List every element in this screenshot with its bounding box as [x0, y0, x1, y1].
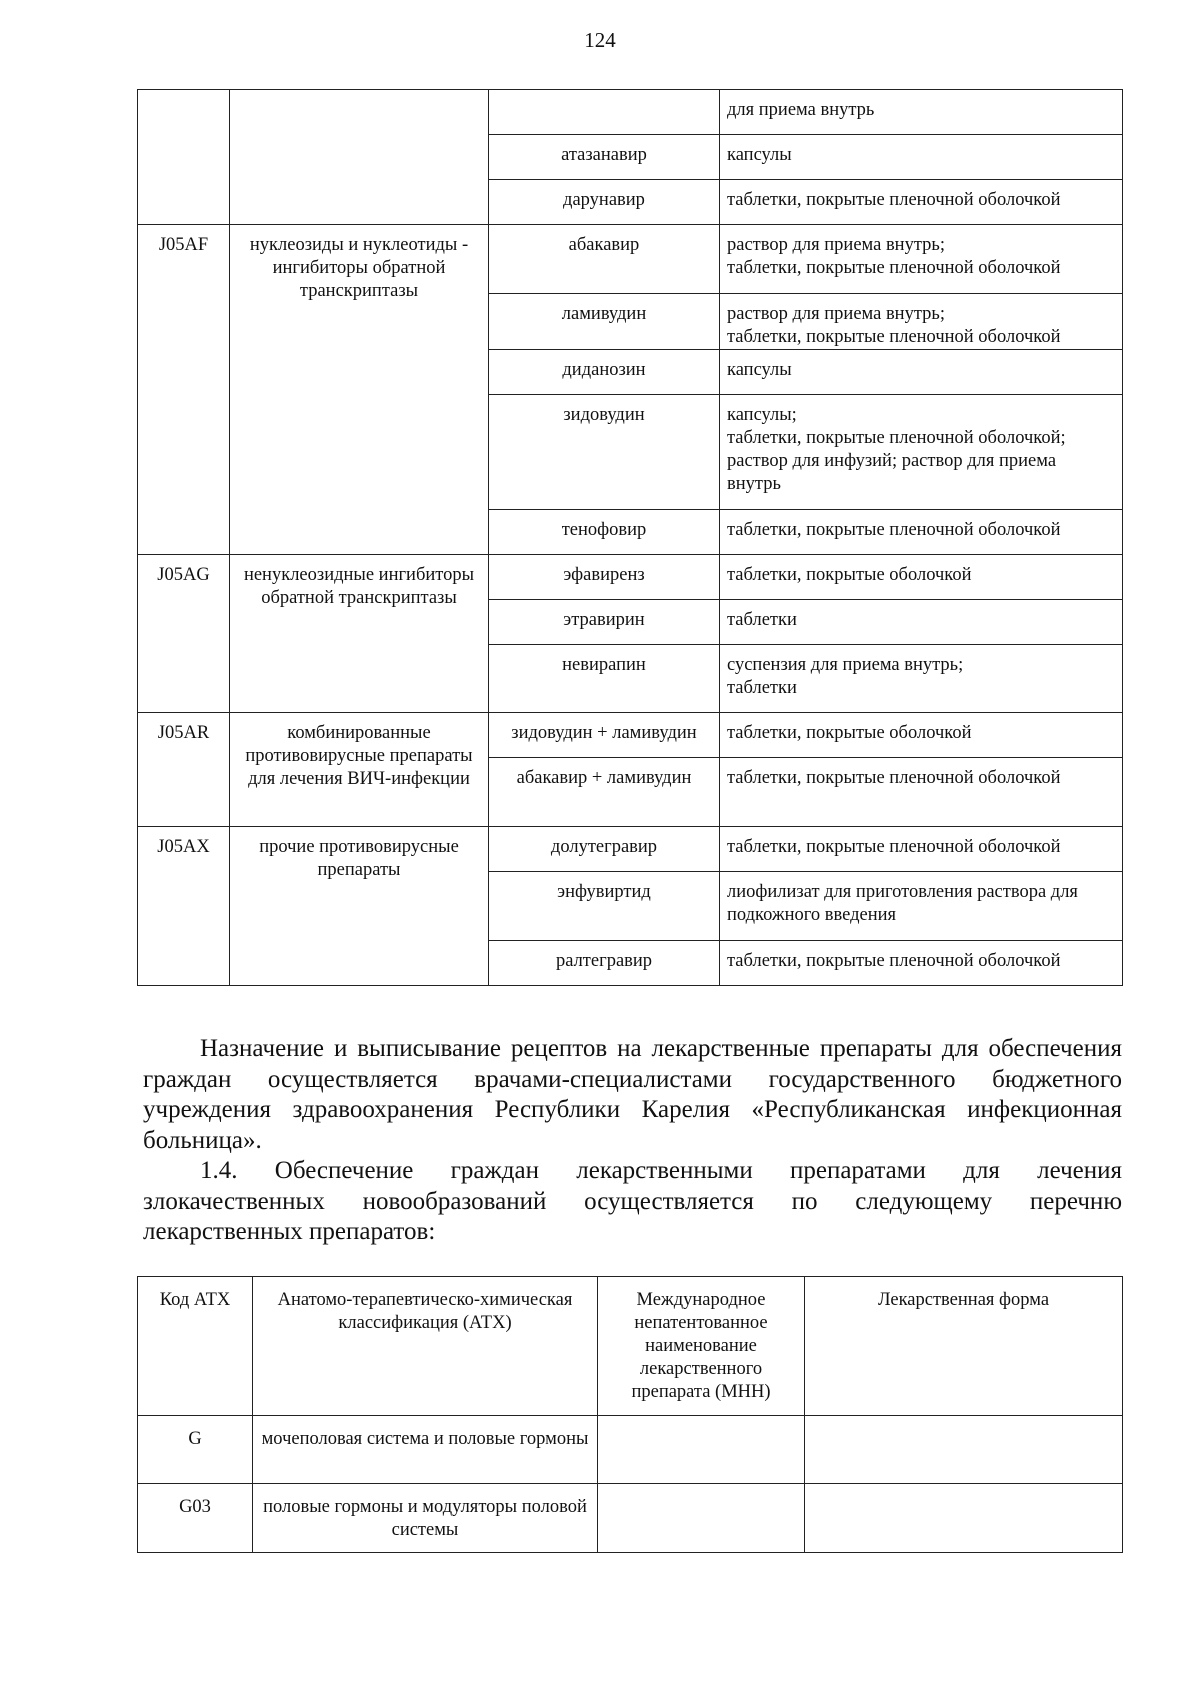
cell-atc-code: J05AR [138, 713, 230, 827]
cell-atc-code: J05AG [138, 555, 230, 713]
table-row [138, 1416, 1123, 1484]
drug-table-oncology [137, 1276, 1123, 1553]
cell-dosage-form: таблетки, покрытые оболочкой [720, 713, 1123, 758]
table-row [138, 827, 1123, 872]
table-row [138, 713, 1123, 758]
cell-mnn [598, 1484, 805, 1553]
cell-dosage-form [720, 645, 1123, 713]
cell-mnn: зидовудин [489, 395, 720, 510]
cell-classification: половые гормоны и модуляторы половой системы [253, 1484, 598, 1553]
cell-dosage-form: капсулы [720, 350, 1123, 395]
cell-atc-code: J05AF [138, 225, 230, 555]
page-number: 124 [584, 28, 616, 52]
cell-mnn: дарунавир [489, 180, 720, 225]
cell-form [805, 1484, 1123, 1553]
cell-dosage-form: таблетки, покрытые пленочной оболочкой [720, 180, 1123, 225]
cell-mnn: атазанавир [489, 135, 720, 180]
cell-atc-classification: ненуклеозидные ингибиторы обратной транскриптазы [230, 555, 489, 713]
cell-classification: мочеполовая система и половые гормоны [253, 1416, 598, 1484]
cell-dosage-form: таблетки [720, 600, 1123, 645]
dosage-form-line: лиофилизат для приготовления раствора для [727, 882, 1078, 902]
dosage-form-line: капсулы; [727, 405, 797, 425]
cell-mnn: абакавир + ламивудин [489, 758, 720, 827]
cell-atc-classification: нуклеозиды и нуклеотиды - ингибиторы обратной транскриптазы [230, 225, 489, 555]
cell-dosage-form: таблетки, покрытые пленочной оболочкой [720, 510, 1123, 555]
header-code: Код АТХ [138, 1277, 253, 1416]
cell-dosage-form [720, 395, 1123, 510]
dosage-form-line: таблетки, покрытые пленочной оболочкой [727, 258, 1061, 278]
paragraph-prescription: Назначение и выписывание рецептов на лекарственные препараты для обеспечения граждан осуществляется врачами-специалистами государственного бюджетного учреждения здравоохранения Республики Карелия «Республиканская инфекционная больница». [143, 1035, 1122, 1154]
dosage-form-line: раствор для приема внутрь; [727, 304, 945, 324]
cell-mnn: невирапин [489, 645, 720, 713]
cell-mnn: диданозин [489, 350, 720, 395]
table-row [138, 555, 1123, 600]
cell-dosage-form: таблетки, покрытые пленочной оболочкой [720, 758, 1123, 827]
cell-dosage-form [720, 225, 1123, 294]
table-row [138, 90, 1123, 135]
cell-dosage-form: таблетки, покрытые пленочной оболочкой [720, 827, 1123, 872]
cell-atc-classification: прочие противовирусные препараты [230, 827, 489, 986]
dosage-form-line: раствор для приема внутрь; [727, 235, 945, 255]
cell-atc-classification: комбинированные противовирусные препараты для лечения ВИЧ-инфекции [230, 713, 489, 827]
cell-mnn [489, 90, 720, 135]
header-form: Лекарственная форма [805, 1277, 1123, 1416]
cell-form [805, 1416, 1123, 1484]
cell-dosage-form: таблетки, покрытые оболочкой [720, 555, 1123, 600]
cell-mnn: этравирин [489, 600, 720, 645]
dosage-form-line: таблетки [727, 678, 797, 698]
dosage-form-line: подкожного введения [727, 905, 897, 925]
cell-mnn: ралтегравир [489, 941, 720, 986]
cell-mnn: ламивудин [489, 294, 720, 350]
cell-dosage-form: таблетки, покрытые пленочной оболочкой [720, 941, 1123, 986]
cell-atc-code: J05AX [138, 827, 230, 986]
dosage-form-line: суспензия для приема внутрь; [727, 655, 964, 675]
cell-mnn: энфувиртид [489, 872, 720, 941]
cell-code: G03 [138, 1484, 253, 1553]
cell-atc-classification [230, 90, 489, 225]
cell-atc-code [138, 90, 230, 225]
table-row [138, 1484, 1123, 1553]
cell-mnn: абакавир [489, 225, 720, 294]
cell-dosage-form: капсулы [720, 135, 1123, 180]
cell-mnn: долутегравир [489, 827, 720, 872]
table-header-row [138, 1277, 1123, 1416]
cell-code: G [138, 1416, 253, 1484]
header-mnn: Международное непатентованное наименование лекарственного препарата (МНН) [598, 1277, 805, 1416]
dosage-form-line: таблетки, покрытые пленочной оболочкой [727, 327, 1061, 347]
paragraph-section-1-4: 1.4. Обеспечение граждан лекарственными препаратами для лечения злокачественных новообразований осуществляется по следующему перечню лекарственных препаратов: [143, 1157, 1122, 1245]
cell-mnn: эфавиренз [489, 555, 720, 600]
cell-mnn [598, 1416, 805, 1484]
cell-dosage-form [720, 294, 1123, 350]
dosage-form-line: таблетки, покрытые пленочной оболочкой; [727, 428, 1066, 448]
cell-dosage-form: для приема внутрь [720, 90, 1123, 135]
dosage-form-line: внутрь [727, 474, 781, 494]
header-classification: Анатомо-терапевтическо-химическая классификация (АТХ) [253, 1277, 598, 1416]
drug-table-antiviral [137, 89, 1123, 986]
table-row [138, 225, 1123, 294]
cell-mnn: зидовудин + ламивудин [489, 713, 720, 758]
cell-mnn: тенофовир [489, 510, 720, 555]
cell-dosage-form [720, 872, 1123, 941]
dosage-form-line: раствор для инфузий; раствор для приема [727, 451, 1057, 471]
